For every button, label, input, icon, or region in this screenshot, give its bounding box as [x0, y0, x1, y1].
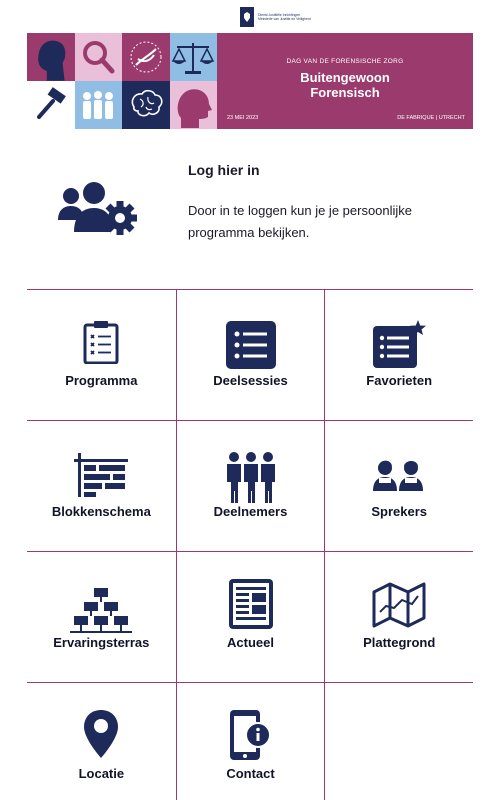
- speakers-icon: [325, 451, 473, 493]
- list-icon: [177, 320, 325, 370]
- menu-item-label: Deelsessies: [213, 373, 288, 388]
- menu-item-label: Contact: [226, 766, 275, 781]
- login-section[interactable]: [0, 150, 500, 270]
- menu-item-label: Favorieten: [366, 373, 433, 388]
- banner-title-line-1: Buitengewoon: [300, 70, 390, 85]
- menu-item-ervaringsterras[interactable]: [27, 552, 176, 682]
- menu-grid: [27, 289, 473, 800]
- banner-title-line-2: Forensisch: [310, 85, 380, 100]
- menu-empty-cell: [324, 683, 473, 800]
- org-chart-icon: [27, 582, 176, 634]
- location-pin-icon: [27, 713, 176, 759]
- menu-item-actueel[interactable]: [176, 552, 325, 682]
- menu-item-label: Programma: [65, 373, 138, 388]
- dna-icon: [122, 33, 170, 81]
- people-group-icon: [177, 451, 325, 505]
- scales-icon: [170, 33, 218, 81]
- menu-item-deelsessies[interactable]: [176, 290, 325, 420]
- ministry-logo: [240, 6, 320, 28]
- brain-icon: [122, 81, 170, 129]
- login-title: Log hier in: [188, 162, 260, 178]
- menu-item-locatie[interactable]: [27, 683, 176, 800]
- menu-item-sprekers[interactable]: [324, 421, 473, 551]
- clipboard-checklist-icon: [27, 320, 176, 364]
- event-banner: [27, 33, 473, 129]
- menu-row: [27, 552, 473, 683]
- gavel-icon: [27, 81, 75, 129]
- banner-venue: DE FABRIQUE | UTRECHT: [397, 115, 465, 121]
- menu-row: [27, 683, 473, 800]
- menu-item-label: Deelnemers: [213, 504, 288, 519]
- user-settings-icon: [58, 180, 140, 243]
- menu-item-deelnemers[interactable]: [176, 421, 325, 551]
- menu-item-programma[interactable]: [27, 290, 176, 420]
- banner-text-panel: [217, 33, 473, 129]
- banner-subtitle: DAG VAN DE FORENSISCHE ZORG: [286, 58, 404, 65]
- ministry-line-1: Dienst Justitiële Inrichtingen: [258, 12, 301, 17]
- menu-item-favorieten[interactable]: [324, 290, 473, 420]
- menu-item-label: Sprekers: [371, 504, 427, 519]
- starred-list-icon: [325, 320, 473, 370]
- people-tile-icon: [75, 81, 123, 129]
- banner-title: [217, 70, 473, 100]
- head-profile-icon: [27, 33, 75, 81]
- menu-item-label: Plattegrond: [363, 635, 436, 650]
- menu-row: [27, 290, 473, 421]
- ministry-line-2: Ministerie van Justitie en Veiligheid: [258, 17, 311, 21]
- menu-item-contact[interactable]: [176, 683, 325, 800]
- menu-item-label: Blokkenschema: [51, 504, 151, 519]
- banner-date: 23 MEI 2023: [227, 115, 259, 121]
- menu-item-label: Actueel: [227, 635, 274, 650]
- magnifier-icon: [75, 33, 123, 81]
- login-description: Door in te loggen kun je je persoonlijke programma bekijken.: [188, 203, 413, 240]
- crest-icon: [240, 7, 254, 27]
- menu-item-label: Locatie: [78, 766, 125, 781]
- news-icon: [177, 582, 325, 630]
- banner-illustration: [27, 33, 217, 129]
- menu-item-blokkenschema[interactable]: [27, 421, 176, 551]
- map-icon: [325, 582, 473, 628]
- head-icon: [170, 81, 218, 129]
- menu-item-label: Ervaringsterras: [53, 635, 150, 650]
- menu-item-plattegrond[interactable]: [324, 552, 473, 682]
- menu-row: [27, 421, 473, 552]
- phone-info-icon: [177, 713, 325, 761]
- ministry-name: [258, 13, 311, 22]
- schedule-grid-icon: [27, 451, 176, 499]
